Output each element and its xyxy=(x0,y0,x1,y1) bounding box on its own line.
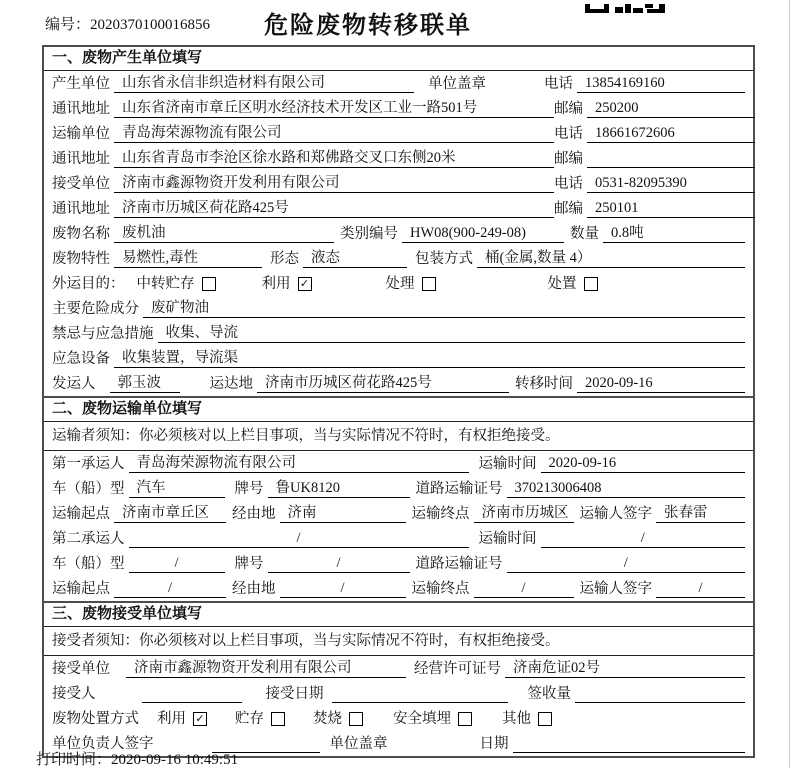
second-carrier-row xyxy=(44,526,753,551)
road-permit1-label: 道路运输证号 xyxy=(415,480,503,497)
plate-number1-value: 鲁UK8120 xyxy=(268,479,410,498)
taboo-measures-label: 禁忌与应急措施 xyxy=(52,325,154,342)
second-carrier-label: 第二承运人 xyxy=(52,530,125,547)
section2-header: 二、废物运输单位填写 xyxy=(44,396,753,422)
taboo-measures-row xyxy=(44,321,753,346)
transfer-time-value: 2020-09-16 xyxy=(577,374,745,393)
transporter-zip-label: 邮编 xyxy=(554,150,583,167)
transporter-phone-label: 电话 xyxy=(554,125,583,142)
hazardous-component-value: 废矿物油 xyxy=(143,299,745,318)
road-permit1-value: 370213006408 xyxy=(507,479,746,498)
receiving-unit-row xyxy=(44,656,753,681)
producer-address-row xyxy=(44,96,753,121)
serial-label: 编号： xyxy=(45,17,91,33)
transporter-address-value: 山东省青岛市李沧区徐水路和郑佛路交叉口东侧20米 xyxy=(114,149,554,168)
receiving-unit-label: 接受单位 xyxy=(52,660,110,677)
quantity-label: 数量 xyxy=(570,225,599,242)
receiver-zip-value: 250101 xyxy=(587,199,755,218)
received-quantity-label: 签收量 xyxy=(527,685,571,702)
first-carrier-row xyxy=(44,451,753,476)
vehicle-type2-value: / xyxy=(129,554,225,573)
disposal-other-label: 其他 xyxy=(502,710,531,727)
serial-value: 2020370100016856 xyxy=(90,17,211,33)
date-label: 日期 xyxy=(479,735,509,752)
vehicle-type1-value: 汽车 xyxy=(129,479,225,498)
via1-value: 济南 xyxy=(280,504,406,523)
transport-time1-label: 运输时间 xyxy=(478,455,537,472)
hazardous-component-row xyxy=(44,296,753,321)
vehicle-type1-row xyxy=(44,476,753,501)
origin2-value: / xyxy=(114,579,226,598)
purpose-treat-label: 处理 xyxy=(385,275,415,292)
transport-route1-row xyxy=(44,501,753,526)
receiver-address-row xyxy=(44,196,753,221)
purpose-transfer-storage-option xyxy=(137,275,216,293)
transporter-signature2-label: 运输人签字 xyxy=(579,580,652,597)
disposal-utilize-label: 利用 xyxy=(157,710,186,727)
transporter-zip-value xyxy=(587,151,755,168)
disposal-incinerate-label: 焚烧 xyxy=(313,710,342,727)
destination-value: 济南市历城区荷花路425号 xyxy=(257,374,509,393)
road-permit2-label: 道路运输证号 xyxy=(415,555,503,572)
plate-number2-label: 牌号 xyxy=(234,555,264,572)
disposal-storage-option xyxy=(235,710,285,728)
page-edge-divider xyxy=(789,0,790,768)
form-state-value: 液态 xyxy=(303,249,407,268)
waste-name-label: 废物名称 xyxy=(52,225,110,242)
producer-phone-label: 电话 xyxy=(544,75,573,92)
emergency-equipment-row xyxy=(44,346,753,371)
packaging-value: 桶(金属,数量 4） xyxy=(477,249,745,268)
receive-date-label: 接受日期 xyxy=(265,685,324,702)
category-code-label: 类别编号 xyxy=(340,225,398,242)
disposal-landfill-checkbox xyxy=(458,712,472,726)
producer-address-value: 山东省济南市章丘区明水经济技术开发区工业一路501号 xyxy=(114,99,554,118)
receiver-person-row xyxy=(44,681,753,706)
via2-label: 经由地 xyxy=(232,580,276,597)
category-code-value: HW08(900-249-08) xyxy=(402,224,564,243)
transport-time2-label: 运输时间 xyxy=(478,530,537,547)
receiver-address-value: 济南市历城区荷花路425号 xyxy=(114,199,554,218)
receiver-notice: 接受者须知：你必须核对以上栏目事项，当与实际情况不符时，有权拒绝接受。 xyxy=(44,627,753,656)
disposal-other-option xyxy=(502,710,552,728)
via1-label: 经由地 xyxy=(232,505,276,522)
producer-address-label: 通讯地址 xyxy=(52,100,110,117)
receiver-zip-label: 邮编 xyxy=(554,200,583,217)
transporter-address-row xyxy=(44,146,753,171)
purpose-treat-checkbox xyxy=(422,277,436,291)
receiver-unit-value: 济南市鑫源物资开发利用有限公司 xyxy=(114,174,554,193)
emergency-equipment-value: 收集装置，导流渠 xyxy=(114,349,745,368)
hazardous-component-label: 主要危险成分 xyxy=(52,300,139,317)
purpose-treat-option xyxy=(386,275,436,293)
vehicle-type2-row xyxy=(44,551,753,576)
packaging-label: 包装方式 xyxy=(415,250,473,267)
transport-route2-row xyxy=(44,576,753,601)
operation-permit-value: 济南危证02号 xyxy=(505,659,745,678)
emergency-equipment-label: 应急设备 xyxy=(52,350,110,367)
date-value xyxy=(513,736,746,753)
consignor-label: 发运人 xyxy=(52,375,96,392)
manifest-table xyxy=(42,45,755,758)
transfer-purpose-label: 外运目的： xyxy=(52,275,125,292)
terminal1-value: 济南市历城区 xyxy=(474,504,574,523)
transporter-signature1-value: 张春雷 xyxy=(656,504,745,523)
taboo-measures-value: 收集、导流 xyxy=(158,324,746,343)
terminal2-value: / xyxy=(474,579,574,598)
purpose-utilize-checkbox: ✓ xyxy=(298,277,312,291)
origin1-value: 济南市章丘区 xyxy=(114,504,226,523)
first-carrier-value: 青岛海荣源物流有限公司 xyxy=(129,454,469,473)
plate-number2-value: / xyxy=(268,554,410,573)
first-carrier-label: 第一承运人 xyxy=(52,455,125,472)
disposal-utilize-option xyxy=(157,710,207,728)
waste-name-row xyxy=(44,221,753,246)
road-permit2-value: / xyxy=(507,554,746,573)
producer-unit-label: 产生单位 xyxy=(52,75,110,92)
origin2-label: 运输起点 xyxy=(52,580,110,597)
producer-zip-value: 250200 xyxy=(587,99,755,118)
disposal-method-row xyxy=(44,706,753,731)
producer-phone-value: 13854169160 xyxy=(577,74,745,93)
vehicle-type2-label: 车（船）型 xyxy=(52,555,125,572)
transport-time2-value: / xyxy=(541,529,746,548)
receiver-address-label: 通讯地址 xyxy=(52,200,110,217)
disposal-landfill-option xyxy=(393,710,472,728)
consignor-value: 郭玉波 xyxy=(110,374,180,393)
disposal-landfill-label: 安全填埋 xyxy=(393,710,451,727)
disposal-storage-label: 贮存 xyxy=(235,710,264,727)
receiver-person-value xyxy=(142,686,242,703)
vehicle-type1-label: 车（船）型 xyxy=(52,480,125,497)
print-time-label: 打印时间： xyxy=(36,752,112,768)
operation-permit-label: 经营许可证号 xyxy=(414,660,501,677)
plate-number1-label: 牌号 xyxy=(234,480,264,497)
received-quantity-value xyxy=(575,686,745,703)
producer-zip-label: 邮编 xyxy=(554,100,583,117)
transporter-signature1-label: 运输人签字 xyxy=(579,505,652,522)
receiver-unit-label: 接受单位 xyxy=(52,175,110,192)
receiver-unit-row xyxy=(44,171,753,196)
disposal-other-checkbox xyxy=(538,712,552,726)
waste-name-value: 废机油 xyxy=(114,224,334,243)
origin1-label: 运输起点 xyxy=(52,505,110,522)
waste-characteristics-label: 废物特性 xyxy=(52,250,110,267)
transporter-address-label: 通讯地址 xyxy=(52,150,110,167)
print-time xyxy=(36,748,238,769)
purpose-dispose-label: 处置 xyxy=(547,275,577,292)
transporter-unit-value: 青岛海荣源物流有限公司 xyxy=(114,124,554,143)
transfer-time-label: 转移时间 xyxy=(515,375,573,392)
transporter-unit-row xyxy=(44,121,753,146)
unit-seal3-label: 单位盖章 xyxy=(329,735,388,752)
receive-date-value xyxy=(332,686,508,703)
receiver-phone-label: 电话 xyxy=(554,175,583,192)
qr-code-fragment-icon xyxy=(585,0,665,18)
purpose-dispose-option xyxy=(548,275,598,293)
purpose-utilize-option xyxy=(262,275,312,293)
receiver-phone-value: 0531-82095390 xyxy=(587,174,755,193)
transporter-unit-label: 运输单位 xyxy=(52,125,110,142)
responsible-signature-label: 单位负责人签字 xyxy=(52,735,154,752)
form-state-label: 形态 xyxy=(270,250,299,267)
transport-time1-value: 2020-09-16 xyxy=(541,454,746,473)
transporter-notice: 运输者须知：你必须核对以上栏目事项，当与实际情况不符时，有权拒绝接受。 xyxy=(44,422,753,451)
purpose-utilize-label: 利用 xyxy=(261,275,291,292)
waste-characteristics-value: 易燃性,毒性 xyxy=(114,249,262,268)
unit-seal-label: 单位盖章 xyxy=(428,75,486,92)
receiving-unit-value: 济南市鑫源物资开发利用有限公司 xyxy=(126,659,406,678)
transporter-phone-value: 18661672606 xyxy=(587,124,755,143)
quantity-value: 0.8吨 xyxy=(603,224,745,243)
section3-header: 三、废物接受单位填写 xyxy=(44,601,753,627)
receiver-person-label: 接受人 xyxy=(52,685,96,702)
waste-characteristics-row xyxy=(44,246,753,271)
terminal1-label: 运输终点 xyxy=(411,505,470,522)
consignor-row xyxy=(44,371,753,396)
producer-unit-row xyxy=(44,71,753,96)
destination-label: 运达地 xyxy=(209,375,253,392)
transfer-purpose-row xyxy=(44,271,753,296)
purpose-transfer-storage-label: 中转贮存 xyxy=(136,275,195,292)
page-title: 危险废物转移联单 xyxy=(264,13,472,39)
disposal-incinerate-checkbox xyxy=(349,712,363,726)
section1-header: 一、废物产生单位填写 xyxy=(44,47,753,71)
terminal2-label: 运输终点 xyxy=(411,580,470,597)
disposal-storage-checkbox xyxy=(271,712,285,726)
disposal-utilize-checkbox: ✓ xyxy=(193,712,207,726)
disposal-incinerate-option xyxy=(313,710,363,728)
disposal-method-label: 废物处置方式 xyxy=(52,710,139,727)
print-time-value: 2020-09-16 10:49:51 xyxy=(111,752,239,768)
purpose-transfer-storage-checkbox xyxy=(202,277,216,291)
producer-unit-value: 山东省永信非织造材料有限公司 xyxy=(114,74,414,93)
second-carrier-value: / xyxy=(129,529,469,548)
via2-value: / xyxy=(280,579,406,598)
purpose-dispose-checkbox xyxy=(584,277,598,291)
transporter-signature2-value: / xyxy=(656,579,745,598)
